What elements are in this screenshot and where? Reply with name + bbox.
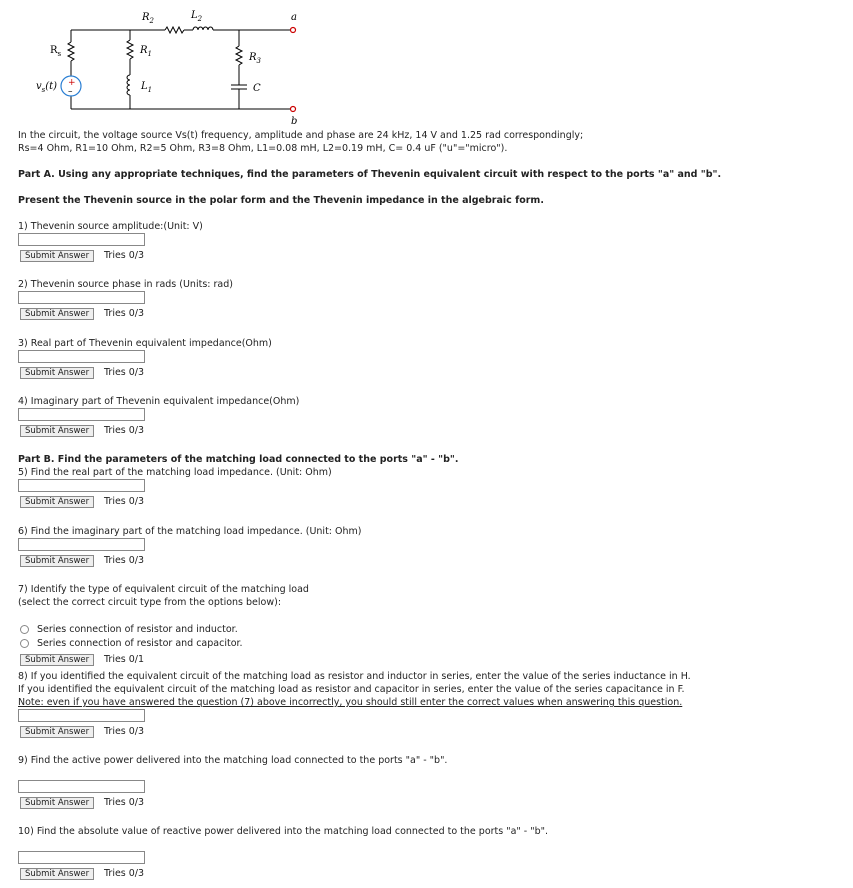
question-4-tries: Tries 0/3 bbox=[104, 425, 145, 436]
question-4-submit-button[interactable]: Submit Answer bbox=[20, 425, 94, 437]
resistor-rs bbox=[68, 42, 74, 61]
label-rs: $R_s$ bbox=[50, 45, 62, 58]
question-8-input[interactable] bbox=[18, 709, 145, 722]
question-8-submit-button[interactable]: Submit Answer bbox=[20, 726, 94, 738]
question-2-submit-button[interactable]: Submit Answer bbox=[20, 308, 94, 320]
question-7-tries: Tries 0/1 bbox=[104, 654, 145, 665]
question-9-tries: Tries 0/3 bbox=[104, 797, 145, 808]
circuit-diagram bbox=[0, 0, 320, 140]
label-c: C bbox=[253, 83, 261, 94]
question-8-label-line-1: 8) If you identified the equivalent circuit of the matching load as resistor and inductor in series, enter the value of the series inductance in H. bbox=[18, 671, 691, 682]
label-vs: $v_s(t)$ bbox=[36, 81, 58, 94]
label-a: a bbox=[291, 12, 297, 23]
resistor-r2 bbox=[165, 27, 184, 33]
part-b-heading: Part B. Find the parameters of the matching load connected to the ports "a" - "b". bbox=[18, 454, 459, 465]
question-8-label-line-3: Note: even if you have answered the question (7) above incorrectly, you should still enter the correct values when answering this question. bbox=[18, 697, 683, 708]
terminal-a bbox=[291, 28, 296, 33]
question-4-label: 4) Imaginary part of Thevenin equivalent impedance(Ohm) bbox=[18, 396, 300, 407]
question-7-radio-option-1[interactable] bbox=[20, 625, 29, 634]
intro-line-2: Rs=4 Ohm, R1=10 Ohm, R2=5 Ohm, R3=8 Ohm, L1=0.08 mH, L2=0.19 mH, C= 0.4 uF ("u"="micro"). bbox=[18, 143, 508, 154]
question-6-submit-button[interactable]: Submit Answer bbox=[20, 555, 94, 567]
resistor-r1 bbox=[127, 40, 133, 59]
resistor-r3 bbox=[236, 46, 242, 65]
question-1-submit-button[interactable]: Submit Answer bbox=[20, 250, 94, 262]
label-r2: $R_2$ bbox=[142, 12, 154, 25]
question-1-tries: Tries 0/3 bbox=[104, 250, 145, 261]
question-7-radio-option-2[interactable] bbox=[20, 639, 29, 648]
inductor-l2 bbox=[193, 27, 213, 30]
label-r3: $R_3$ bbox=[249, 52, 261, 65]
question-9-submit-button[interactable]: Submit Answer bbox=[20, 797, 94, 809]
inductor-l1 bbox=[127, 75, 130, 95]
question-2-tries: Tries 0/3 bbox=[104, 308, 145, 319]
question-7-submit-button[interactable]: Submit Answer bbox=[20, 654, 94, 666]
question-5-label: 5) Find the real part of the matching load impedance. (Unit: Ohm) bbox=[18, 467, 332, 478]
question-2-label: 2) Thevenin source phase in rads (Units: rad) bbox=[18, 279, 233, 290]
label-r1: $R_1$ bbox=[140, 45, 152, 58]
question-3-submit-button[interactable]: Submit Answer bbox=[20, 367, 94, 379]
question-6-label: 6) Find the imaginary part of the matching load impedance. (Unit: Ohm) bbox=[18, 526, 362, 537]
question-3-label: 3) Real part of Thevenin equivalent impedance(Ohm) bbox=[18, 338, 272, 349]
question-10-tries: Tries 0/3 bbox=[104, 868, 145, 879]
question-4-input[interactable] bbox=[18, 408, 145, 421]
label-b: b bbox=[291, 116, 298, 127]
question-10-submit-button[interactable]: Submit Answer bbox=[20, 868, 94, 880]
label-l2: $L_2$ bbox=[191, 10, 203, 23]
question-7-label-line-2: (select the correct circuit type from the options below): bbox=[18, 597, 282, 608]
question-7-option-1-label: Series connection of resistor and inductor. bbox=[37, 624, 238, 635]
question-6-input[interactable] bbox=[18, 538, 145, 551]
question-1-label: 1) Thevenin source amplitude:(Unit: V) bbox=[18, 221, 203, 232]
label-l1: $L_1$ bbox=[141, 81, 153, 94]
question-9-input[interactable] bbox=[18, 780, 145, 793]
question-8-tries: Tries 0/3 bbox=[104, 726, 145, 737]
question-3-tries: Tries 0/3 bbox=[104, 367, 145, 378]
question-3-input[interactable] bbox=[18, 350, 145, 363]
question-2-input[interactable] bbox=[18, 291, 145, 304]
source-minus: – bbox=[68, 87, 73, 97]
question-7-option-2-label: Series connection of resistor and capacitor. bbox=[37, 638, 243, 649]
question-10-input[interactable] bbox=[18, 851, 145, 864]
question-5-input[interactable] bbox=[18, 479, 145, 492]
source-plus: + bbox=[68, 78, 76, 88]
question-6-tries: Tries 0/3 bbox=[104, 555, 145, 566]
question-8-label-line-2: If you identified the equivalent circuit of the matching load as resistor and capacitor in series, enter the value of the series capacitance in F. bbox=[18, 684, 685, 695]
question-7-label-line-1: 7) Identify the type of equivalent circuit of the matching load bbox=[18, 584, 309, 595]
question-5-tries: Tries 0/3 bbox=[104, 496, 145, 507]
question-5-submit-button[interactable]: Submit Answer bbox=[20, 496, 94, 508]
intro-line-1: In the circuit, the voltage source Vs(t) frequency, amplitude and phase are 24 kHz, 14 V and 1.25 rad correspondingly; bbox=[18, 130, 584, 141]
part-a-subheading: Present the Thevenin source in the polar form and the Thevenin impedance in the algebraic form. bbox=[18, 195, 544, 206]
part-a-heading: Part A. Using any appropriate techniques, find the parameters of Thevenin equivalent circuit with respect to the ports "a" and "b". bbox=[18, 169, 722, 180]
terminal-b bbox=[291, 107, 296, 112]
question-10-label: 10) Find the absolute value of reactive power delivered into the matching load connected to the ports "a" - "b". bbox=[18, 826, 549, 837]
question-1-input[interactable] bbox=[18, 233, 145, 246]
question-9-label: 9) Find the active power delivered into the matching load connected to the ports "a" - "b". bbox=[18, 755, 448, 766]
